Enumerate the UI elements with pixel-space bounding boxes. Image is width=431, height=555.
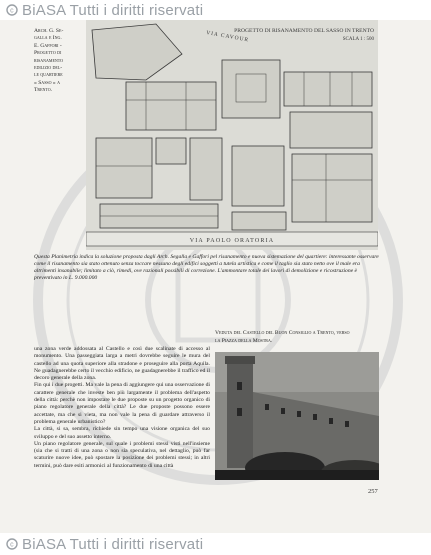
credits-line: « Sasso » a — [34, 79, 61, 86]
svg-text:c: c — [10, 7, 14, 15]
photo-caption — [215, 330, 385, 345]
credits-line: Trento. — [34, 87, 53, 94]
plan-street-bottom: VIA PAOLO ORATORIA — [189, 238, 275, 244]
biasa-logo-icon — [6, 4, 18, 16]
top-watermark-brand — [0, 2, 203, 19]
top-watermark-bar — [0, 0, 431, 20]
credits-line: edilizio del- — [34, 65, 63, 72]
bottom-watermark-bar — [0, 533, 431, 555]
credits-line: galla e Ing. — [34, 35, 62, 42]
bottom-watermark-text: BiASA Tutti i diritti riservati — [22, 535, 204, 553]
site-plan-drawing — [86, 20, 378, 250]
body-paragraph: Un piano regolatore generale, sul quale i problemi stessi visti nell'insieme (sia che si tratti di una zona o non sia speculativa, nel dettaglio, può far scaturire nuove idee, può spostare la posizione dei problemi stessi; in altri termini, può dare esiti armonici al funzionamento di una città — [34, 440, 210, 469]
photo-caption-line: Veduta del Castello del Buon Consiglio a Trento, verso — [215, 330, 350, 336]
credits-line: E. Gaffori - — [34, 42, 62, 49]
credits-line: le quartiere — [34, 72, 63, 79]
svg-text:c: c — [10, 541, 14, 549]
plan-caption: Questa Planimetria indica la soluzione proposta dagli Arch. Segalla e Gaffori pel risanamento e nuova sistemazione del quartiere: interessante osservare come il risanamento sia stato ottenuto senza toccare nessuno degli edifici soggetti a tutela artistica e come il taglio sia stato netto ove il male era altrimenti insanabile; limitato a ciò, rimedi, ove razionali possibili di correzione. L'ammontare totale dei lavori di demolizione e ricostruzione è preventivato in L. 9.000.000 — [34, 254, 379, 281]
body-paragraph: Fin qui i due progetti. Ma vale la pena di aggiungere qui una osservazione di carattere generale che investe ben più largamente il problema dell'aspetto della città: perchè non impostare le due proposte su un progetto organico di piano regolatore generale della città? Le due proposte possono essere accettate, ma che si vieta, ma non vale la pena di guardare attraverso il problema generale urbanistico? — [34, 382, 210, 425]
page-number: 257 — [368, 488, 378, 495]
bottom-watermark-brand — [0, 536, 203, 553]
body-paragraph: La città, si sa, sembra, richiede sin tempo una visione organica del suo sviluppo e del suo assetto interno. — [34, 426, 210, 440]
biasa-logo-icon — [6, 538, 18, 550]
credits-line: Progetto di — [34, 50, 62, 57]
top-watermark-text: BiASA Tutti i diritti riservati — [22, 1, 204, 19]
body-text-column — [34, 346, 210, 470]
plan-street-top: VIA CAVOUR — [205, 30, 250, 44]
castle-photo — [215, 352, 379, 480]
credits-line: Arch. G. Se- — [34, 28, 64, 34]
plan-title: PROGETTO DI RISANAMENTO DEL SASSO IN TRENTO — [234, 28, 374, 34]
plan-scale: SCALA 1 : 500 — [342, 37, 374, 42]
credits-line: risanamento — [34, 57, 64, 64]
body-paragraph: una zona verde addossata al Castello e così due scalinate di accesso al monumento. Una passeggiata larga a metri dovrebbe seguire le mura del castello ad una quota superiore alla stradone e proseguire alla porta Aquila. Ne guadagnerebbe certo il vecchio edificio, ne guadagnerebbe il traffico ed il decoro generale della zona. — [34, 346, 210, 382]
photo-caption-line: la Piazza della Mostra. — [215, 337, 273, 344]
credits-caption — [34, 28, 80, 95]
